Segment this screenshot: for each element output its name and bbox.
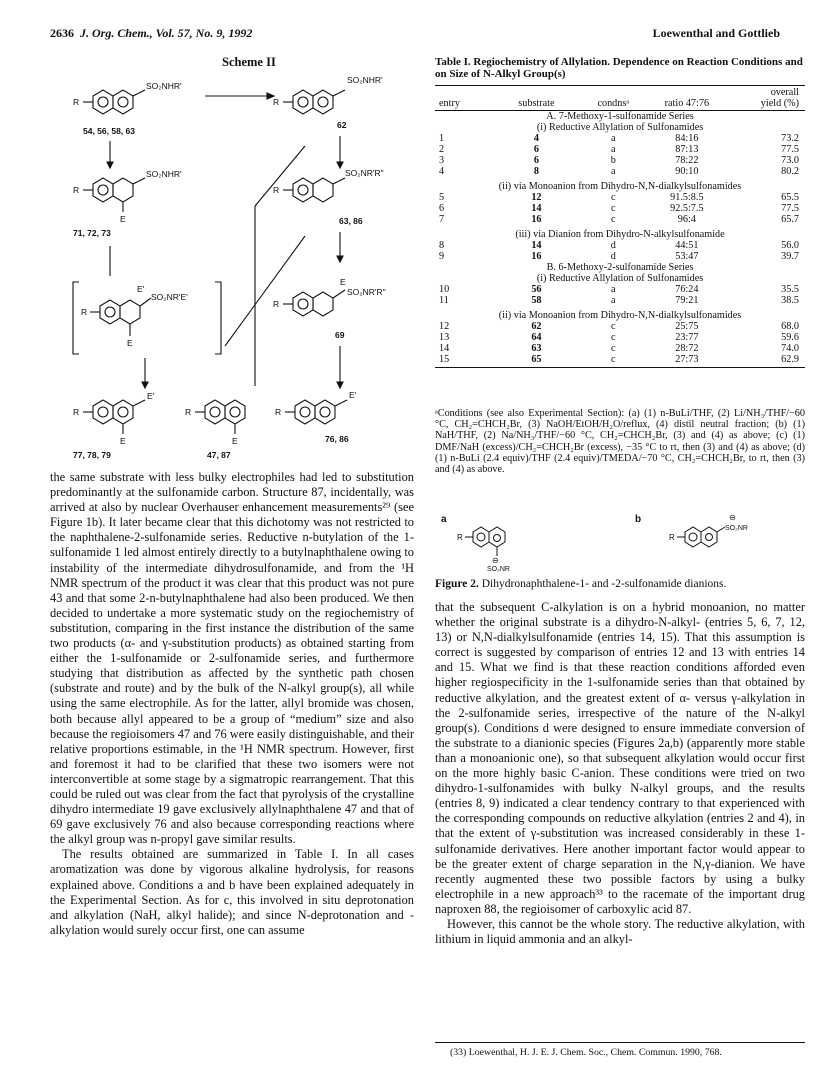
section-heading-text: (ii) via Monoanion from Dihydro-N,N-dialkylsulfonamides <box>498 310 742 321</box>
table-subsection-heading <box>435 306 805 321</box>
entry-cell: 11 <box>439 295 449 306</box>
minus-charge-icon: ⊖ <box>492 556 499 565</box>
label-r: R <box>185 407 192 417</box>
label-r: R <box>81 307 88 317</box>
yield-cell: 56.0 <box>781 240 799 251</box>
compound-numbers: 76, 86 <box>325 434 349 444</box>
table-row <box>435 284 805 295</box>
compound-numbers: 77, 78, 79 <box>73 450 111 460</box>
minus-charge-icon: ⊖ <box>729 513 736 522</box>
figure-2-caption <box>435 578 805 590</box>
table-row <box>435 240 805 251</box>
conditions-cell: c <box>611 203 616 214</box>
yield-cell: 68.0 <box>781 321 799 332</box>
dihydronaphthalene-structure-2 <box>283 178 345 202</box>
compound-numbers: 62 <box>337 120 347 130</box>
table-row <box>435 332 805 343</box>
compound-numbers: 71, 72, 73 <box>73 228 111 238</box>
conditions-cell: d <box>610 240 616 251</box>
yield-cell: 35.5 <box>781 284 799 295</box>
table-row <box>435 214 805 225</box>
table-i <box>435 85 805 368</box>
substrate-cell: 14 <box>531 240 542 251</box>
label-e: E <box>120 436 126 446</box>
label-r: R <box>73 185 80 195</box>
label-e-prime: E' <box>349 390 357 400</box>
ratio-cell: 76:24 <box>675 284 699 295</box>
right-column-text <box>435 600 805 947</box>
label-so2nhr: SO₂NHR' <box>347 75 383 85</box>
yield-cell: 80.2 <box>781 166 799 177</box>
entry-cell: 7 <box>439 214 445 225</box>
label-e-prime: E' <box>147 391 155 401</box>
yield-cell: 38.5 <box>781 295 799 306</box>
section-heading-text: B. 6-Methoxy-2-sulfonamide Series <box>546 262 694 273</box>
conditions-cell: a <box>611 166 616 177</box>
compound-numbers: 69 <box>335 330 345 340</box>
ratio-cell: 23:77 <box>675 332 699 343</box>
label-e: E <box>232 436 238 446</box>
substrate-cell: 8 <box>533 166 539 177</box>
yield-cell: 62.9 <box>781 354 799 365</box>
table-header-row <box>435 98 805 109</box>
table-row <box>435 144 805 155</box>
figure-caption-text: Dihydronaphthalene-1- and -2-sulfonamide dianions. <box>481 578 727 590</box>
label-e: E <box>127 338 133 348</box>
conditions-cell: c <box>611 354 616 365</box>
table-series-heading <box>435 111 805 122</box>
ratio-cell: 84:16 <box>675 133 699 144</box>
substrate-cell: 62 <box>531 321 542 332</box>
ratio-cell: 87:13 <box>675 144 699 155</box>
conditions-cell: d <box>610 251 616 262</box>
label-so2nhr: SO₂NHR' <box>146 81 182 91</box>
table-row <box>435 166 805 177</box>
yield-cell: 65.5 <box>781 192 799 203</box>
substrate-cell: 56 <box>531 284 542 295</box>
label-r: R <box>275 407 282 417</box>
ratio-cell: 25:75 <box>675 321 699 332</box>
label-so2nrr: SO₂NR'R" <box>345 168 384 178</box>
label-so2nr: SO₂NR <box>487 566 510 572</box>
conditions-cell: c <box>611 214 616 225</box>
yield-cell: 74.0 <box>781 343 799 354</box>
label-e: E <box>120 214 126 224</box>
product-structure-3 <box>285 400 347 424</box>
column-header: entry <box>439 98 460 109</box>
table-subsection-heading <box>435 225 805 240</box>
table-row <box>435 354 805 365</box>
left-column-text <box>50 470 414 938</box>
table-subsection-heading <box>435 177 805 192</box>
column-header: substrate <box>518 98 555 109</box>
label-r: R <box>73 407 80 417</box>
ratio-cell: 90:10 <box>675 166 699 177</box>
column-header: ratio 47:76 <box>664 98 710 109</box>
column-header: yield (%) <box>760 98 799 109</box>
product-structure-2 <box>195 400 245 434</box>
ratio-cell: 91.5:8.5 <box>670 192 704 203</box>
label-r: R <box>273 97 280 107</box>
naphthalene-structure-1 <box>83 90 145 114</box>
naphthalene-structure-2 <box>283 90 345 114</box>
label-r: R <box>273 299 280 309</box>
section-heading-text: (i) Reductive Allylation of Sulfonamides <box>536 273 704 284</box>
yield-cell: 39.7 <box>781 251 799 262</box>
table-title: Table I. Regiochemistry of Allylation. Dependence on Reaction Conditions and on Size of N-Alkyl Group(s) <box>435 56 803 80</box>
table-row <box>435 343 805 354</box>
column-header: condnsᵃ <box>597 98 630 109</box>
label-r: R <box>669 533 675 542</box>
label-r: R <box>457 533 463 542</box>
substrate-cell: 58 <box>531 295 542 306</box>
compound-numbers: 47, 87 <box>207 450 231 460</box>
label-so2nre: SO₂NR'E' <box>151 292 188 302</box>
table-row <box>435 251 805 262</box>
body-paragraph: the same substrate with less bulky electrophiles had led to substitution predominantly at the sulfonamide carbon. Structure 87, incidentally, was arrived at also by nuclear Overhauser enhancement measurements²⁹ (see Figure 1b). It later became clear that this dichotomy was not restricted to the naphthalene-2-sulfonamide series. Reductive n-butylation of the 1-sulfonamide 1 led almost entirely directly to a butylnaphthalene owing to instability of the intermediate dihydrosulfonamide, and from the ¹H NMR spectrum of the product it was clear that this product was not pure 43 and that some 2-n-butylnaphthalene had also been produced. We then decided to undertake a more systematic study on the regiochemistry of substitution, comparing in the first instance the distribution of the same two products (α- and γ-substitution products) as obtained starting from either the 1-sulfonamide or 2-sulfonamide series, and furthermore studying that distribution as affected by the synthetic path chosen (substrate and route) and by the bulk of the N-alkyl group(s), all while using the same electrophile. As for the latter, allyl bromide was chosen, both because allyl appeared to be a group of “medium” size and also because the regioisomers 47 and 76 were easily distinguishable, and their relative proportions estimable, in the ¹H NMR spectrum. However, first and foremost it had to be clarified that these two isomers were not interconvertible at some stage by a sigmatropic rearrangement. That this could be ruled out was clear from the fact that pyrolysis of the crystalline dihydro intermediate 19 gave exclusively allylnaphthalene 47 and that of 69 gave exclusively 76 and also because corresponding reactions where the alkyl group was n-propyl gave similar results. <box>50 470 414 847</box>
figure-label-a: a <box>441 514 447 525</box>
entry-cell: 8 <box>439 240 445 251</box>
entry-cell: 12 <box>439 321 450 332</box>
label-r: R <box>73 97 80 107</box>
ratio-cell: 96:4 <box>677 214 696 225</box>
table-row <box>435 155 805 166</box>
table-row <box>435 192 805 203</box>
figure-label-b: b <box>635 514 642 525</box>
table-row <box>435 203 805 214</box>
running-authors: Loewenthal and Gottlieb <box>652 26 780 40</box>
dihydronaphthalene-structure-1 <box>83 178 145 212</box>
ratio-cell: 28:72 <box>675 343 699 354</box>
column-header-overall: overall <box>770 87 799 98</box>
conditions-cell: a <box>611 295 616 306</box>
label-e: E <box>340 277 346 287</box>
substrate-cell: 16 <box>531 214 542 225</box>
entry-cell: 10 <box>439 284 450 295</box>
entry-cell: 5 <box>439 192 445 203</box>
product-structure-1 <box>83 400 145 434</box>
reference-33: (33) Loewenthal, H. J. E. J. Chem. Soc., Chem. Commun. 1990, 768. <box>450 1047 722 1058</box>
yield-cell: 77.5 <box>781 144 799 155</box>
body-paragraph: that the subsequent C-alkylation is on a hybrid monoanion, no matter whether the original substrate is a dihydro-N-alkyl- (entries 5, 6, 7, 12, 13) or N,N-dialkylsulfonamide (entries 14, 15). That this assumption is correct is suggested by comparison of entries 12 and 13 with entries 14 and 15. What we find is that these reaction conditions afforded even higher regiospecificity in the 1-sulfonamide series than that obtained by reductive alkylation, and the greatest extent of α- versus γ-alkylation in the 2-sulfonamide series, irrespective of the nature of the N-alkyl group(s). Conditions d were designed to ensure immediate conversion of the substrate to a dianionic species (Figures 2a,b) (apparently more stable than a monoanionic one), so that subsequent alkylation would occur first on the more highly basic C-anion. These conditions were tried on two dihydro-1-sulfonamides with bulky N-alkyl groups, and the results (entries 8, 9) indicated a clear tendency contrary to that experienced with the corresponding compounds on reductive alkylation (entries 2 and 4), in that the extent of γ-substitution was increased considerably in these 1-sulfonamide derivatives. Here another important factor would appear to be the greater extent of charge separation in the N,γ-dianion. We have recently augmented these two possible factors by using a bulky electrophile in a new approach³³ to the racemate of the important drug naproxen 88, the regioisomer of carboxylic acid 87. <box>435 600 805 916</box>
conditions-cell: c <box>611 343 616 354</box>
entry-cell: 9 <box>439 251 445 262</box>
section-heading-text: (iii) via Dianion from Dihydro-N-alkylsulfonamide <box>515 229 725 240</box>
table-footnote: ᵃConditions (see also Experimental Section): (a) (1) n-BuLi/THF, (2) Li/NH₃/THF/−60 °C, CH₂=CHCH₂Br, (3) NaOH/EtOH/H₂O/reflux, (4) distil neutral fraction; (b) (1) NaH/THF, (2) Na/NH₃/THF/−60 °C, CH₂=CHCH₂Br, (3) and (4) as above; (c) (1) DMF/NaH (excess)/CH₂=CHCH₂Br (excess), −35 °C to rt, then (3) and (4) as above; (d) (1) n-BuLi (2.4 equiv)/THF (2.4 equiv)/TMEDA/−70 °C, CH₂=CHCH₂Br, to rt, then (3) and (4) as above. <box>435 408 805 476</box>
figure-caption-label: Figure 2. <box>435 578 479 590</box>
substrate-cell: 16 <box>531 251 542 262</box>
dianion-intermediate-structure <box>90 298 151 336</box>
section-heading-text: A. 7-Methoxy-1-sulfonamide Series <box>546 111 694 122</box>
yield-cell: 65.7 <box>781 214 799 225</box>
ratio-cell: 92.5:7.5 <box>670 203 704 214</box>
yield-cell: 73.0 <box>781 155 799 166</box>
scheme-title: Scheme II <box>222 55 276 69</box>
page-number: 2636 <box>50 26 74 40</box>
substrate-cell: 12 <box>531 192 542 203</box>
yield-cell: 59.6 <box>781 332 799 343</box>
table-subsection-heading <box>435 273 805 284</box>
substrate-cell: 65 <box>531 354 542 365</box>
substrate-cell: 6 <box>533 144 539 155</box>
yield-cell: 77.5 <box>781 203 799 214</box>
ratio-cell: 79:21 <box>675 295 699 306</box>
label-so2nhr: SO₂NHR' <box>146 169 182 179</box>
table-subsection-heading <box>435 122 805 133</box>
substrate-cell: 64 <box>531 332 542 343</box>
entry-cell: 2 <box>439 144 445 155</box>
entry-cell: 4 <box>439 166 445 177</box>
substrate-cell: 14 <box>531 203 542 214</box>
entry-cell: 3 <box>439 155 445 166</box>
entry-cell: 15 <box>439 354 450 365</box>
label-r: R <box>273 185 280 195</box>
substrate-cell: 63 <box>531 343 542 354</box>
compound-numbers: 54, 56, 58, 63 <box>83 126 135 136</box>
label-e-prime: E' <box>137 284 145 294</box>
journal-citation: J. Org. Chem., Vol. 57, No. 9, 1992 <box>80 26 253 40</box>
table-row <box>435 295 805 306</box>
substrate-cell: 4 <box>533 133 539 144</box>
label-so2nr: SO₂NR <box>725 525 748 532</box>
ratio-cell: 44:51 <box>675 240 699 251</box>
yield-cell: 73.2 <box>781 133 799 144</box>
ratio-cell: 78:22 <box>675 155 699 166</box>
label-so2nrr: SO₂NR'R" <box>347 287 386 297</box>
table-row <box>435 321 805 332</box>
alkylated-dihydro-structure <box>283 290 345 316</box>
regiochemistry-table <box>435 98 805 109</box>
table-body <box>435 111 805 365</box>
conditions-cell: c <box>611 332 616 343</box>
ratio-cell: 53:47 <box>675 251 699 262</box>
entry-cell: 14 <box>439 343 450 354</box>
conditions-cell: a <box>611 284 616 295</box>
table-row <box>435 133 805 144</box>
entry-cell: 6 <box>439 203 445 214</box>
scheme-ii-diagram <box>55 66 395 466</box>
substrate-cell: 6 <box>533 155 539 166</box>
conditions-cell: b <box>610 155 616 166</box>
figure-2-dianions <box>435 510 805 572</box>
ratio-cell: 27:73 <box>675 354 699 365</box>
compound-numbers: 63, 86 <box>339 216 363 226</box>
body-paragraph: However, this cannot be the whole story. The reductive alkylation, with lithium in liquid ammonia and an alkyl- <box>435 916 805 947</box>
conditions-cell: c <box>611 321 616 332</box>
conditions-cell: a <box>611 144 616 155</box>
section-heading-text: (ii) via Monoanion from Dihydro-N,N-dialkylsulfonamides <box>498 181 742 192</box>
page-header <box>50 26 252 41</box>
conditions-cell: a <box>611 133 616 144</box>
entry-cell: 1 <box>439 133 445 144</box>
entry-cell: 13 <box>439 332 450 343</box>
section-heading-text: (i) Reductive Allylation of Sulfonamides <box>536 122 704 133</box>
table-series-heading <box>435 262 805 273</box>
body-paragraph: The results obtained are summarized in Table I. In all cases aromatization was done by vigorous alkaline hydrolysis, for reasons explained above. Conditions a and b have been explained adequately in the Experimental Section. As for c, this involved in situ deprotonation and alkylation (NaH, alkyl halide); and since N-deprotonation and -alkylation would surely occur first, one can assume <box>50 847 414 937</box>
reference-rule <box>435 1042 805 1043</box>
conditions-cell: c <box>611 192 616 203</box>
